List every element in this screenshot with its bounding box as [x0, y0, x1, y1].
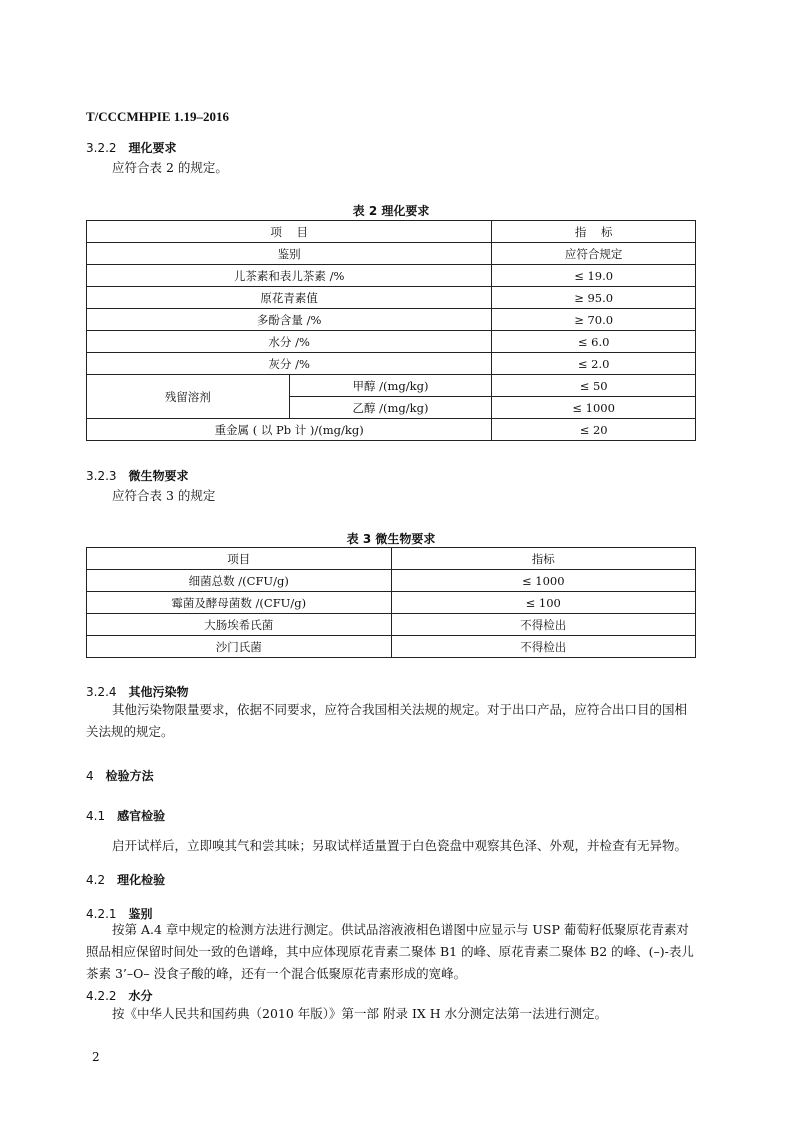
section-title: 其他污染物	[128, 685, 189, 699]
table-row	[87, 331, 696, 353]
table-2	[86, 220, 696, 441]
section-title: 理化检验	[117, 873, 166, 887]
section-title: 检验方法	[105, 769, 154, 783]
row-value: 应符合规定	[492, 243, 696, 265]
row-item: 沙门氏菌	[87, 636, 392, 658]
header-item: 项 目	[87, 221, 492, 243]
row-value: ≤ 20	[492, 419, 696, 441]
row-item: 原花青素值	[87, 287, 492, 309]
row-value: ≤ 6.0	[492, 331, 696, 353]
section-number: 3.2.3	[86, 469, 117, 483]
section-number: 4.2.2	[86, 989, 117, 1003]
row-item: 霉菌及酵母菌数 /(CFU/g)	[87, 592, 392, 614]
section-title: 水分	[128, 989, 153, 1003]
standard-code: T/CCCMHPIE 1.19–2016	[86, 109, 229, 124]
table-row	[87, 636, 696, 658]
row-value: 不得检出	[391, 636, 695, 658]
section-3-2-4-text: 其他污染物限量要求，依据不同要求，应符合我国相关法规的规定。对于出口产品，应符合出口目的国相关法规的规定。	[86, 702, 688, 739]
table-row	[87, 243, 696, 265]
table-row	[87, 287, 696, 309]
section-title: 鉴别	[128, 907, 153, 921]
section-4-2-1-text: 按第 A.4 章中规定的检测方法进行测定。供试品溶液液相色谱图中应显示与 USP 葡萄籽低聚原花青素对照品相应保留时间处一致的色谱峰，其中应体现原花青素二聚体 B1 的峰、原花青素二聚体 B2 的峰、(–)-表儿茶素 3’–O– 没食子酸的峰，还有一个混合低聚原花青素形成的宽峰。	[86, 922, 694, 981]
section-4-2-2-heading	[86, 987, 153, 1004]
table-header-row	[87, 548, 696, 570]
section-4-2-heading	[86, 871, 165, 888]
section-number: 3.2.2	[86, 141, 117, 155]
header-item: 项目	[87, 548, 392, 570]
row-value: ≤ 19.0	[492, 265, 696, 287]
section-number: 3.2.4	[86, 685, 117, 699]
row-item: 儿茶素和表儿茶素 /%	[87, 265, 492, 287]
row-value: ≥ 95.0	[492, 287, 696, 309]
row-item: 水分 /%	[87, 331, 492, 353]
solvent-group-label: 残留溶剂	[87, 375, 290, 419]
section-number: 4.2	[86, 873, 106, 887]
row-value: ≤ 1000	[492, 397, 696, 419]
table-header-row	[87, 221, 696, 243]
section-number: 4.1	[86, 809, 106, 823]
row-value: 不得检出	[391, 614, 695, 636]
table-2-caption: 表 2 理化要求	[352, 204, 430, 218]
row-value: ≤ 100	[391, 592, 695, 614]
header-index: 指标	[391, 548, 695, 570]
row-item: 细菌总数 /(CFU/g)	[87, 570, 392, 592]
table-row	[87, 419, 696, 441]
row-item: 重金属 ( 以 Pb 计 )/(mg/kg)	[87, 419, 492, 441]
section-3-2-3-text: 应符合表 3 的规定	[112, 488, 216, 503]
row-value: ≤ 1000	[391, 570, 695, 592]
section-title: 感官检验	[117, 809, 166, 823]
table-row	[87, 570, 696, 592]
section-title: 微生物要求	[128, 469, 189, 483]
section-4-heading	[86, 767, 154, 784]
table-3	[86, 547, 696, 658]
table-row	[87, 375, 696, 397]
section-3-2-3-heading	[86, 467, 189, 484]
page-number: 2	[92, 1050, 100, 1064]
section-3-2-4-heading	[86, 683, 189, 700]
row-value: ≤ 50	[492, 375, 696, 397]
table-row	[87, 353, 696, 375]
table-row	[87, 265, 696, 287]
section-title: 理化要求	[128, 141, 177, 155]
table-3-caption: 表 3 微生物要求	[346, 532, 436, 546]
table-row	[87, 592, 696, 614]
row-value: ≤ 2.0	[492, 353, 696, 375]
row-value: ≥ 70.0	[492, 309, 696, 331]
row-item: 甲醇 /(mg/kg)	[289, 375, 492, 397]
row-item: 灰分 /%	[87, 353, 492, 375]
table-row	[87, 614, 696, 636]
row-item: 大肠埃希氏菌	[87, 614, 392, 636]
section-4-2-2-text: 按《中华人民共和国药典（2010 年版）》第一部 附录 IX H 水分测定法第一法进行测定。	[112, 1006, 608, 1021]
section-3-2-2-heading	[86, 139, 177, 156]
section-4-1-text: 启开试样后，立即嗅其气和尝其味；另取试样适量置于白色瓷盘中观察其色泽、外观，并检查有无异物。	[112, 838, 688, 853]
section-number: 4.2.1	[86, 907, 117, 921]
section-4-1-heading	[86, 807, 165, 824]
row-item: 多酚含量 /%	[87, 309, 492, 331]
row-item: 乙醇 /(mg/kg)	[289, 397, 492, 419]
row-item: 鉴别	[87, 243, 492, 265]
section-3-2-2-text: 应符合表 2 的规定。	[112, 160, 228, 175]
section-number: 4	[86, 769, 94, 783]
table-row	[87, 309, 696, 331]
header-index: 指 标	[492, 221, 696, 243]
